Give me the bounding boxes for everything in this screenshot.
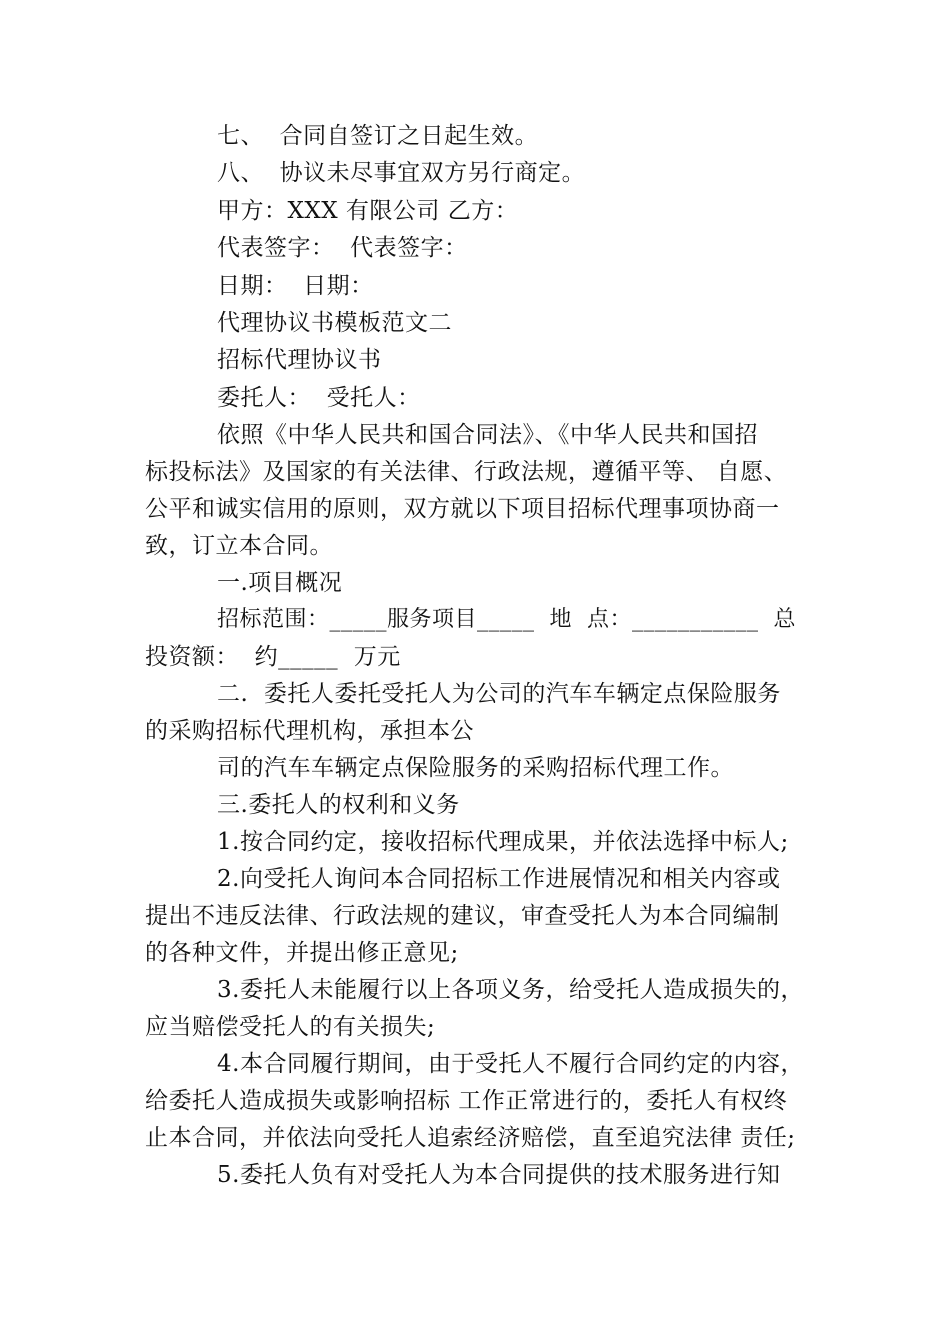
agreement-title: 招标代理协议书 [217,347,382,373]
investment-line: 投资额： 约_____ 万元 [145,644,401,670]
item-1: 1.按合同约定，接收招标代理成果，并依法选择中标人; [217,829,789,855]
preamble-line-1: 依照《中华人民共和国合同法》、《中华人民共和国招 [217,422,758,448]
item-5-line-1: 5.委托人负有对受托人为本合同提供的技术服务进行知 [217,1162,781,1188]
item-3-line-2: 应当赔偿受托人的有关损失; [145,1014,436,1040]
item-2-line-1: 2.向受托人询问本合同招标工作进展情况和相关内容或 [217,866,781,892]
heading-rights-obligations: 三.委托人的权利和义务 [217,792,460,818]
clause-2-line-1: 二. 委托人委托受托人为公司的汽车车辆定点保险服务 [217,681,781,707]
item-3-line-1: 3.委托人未能履行以上各项义务，给受托人造成损失的， [217,977,804,1003]
preamble-line-3: 公平和诚实信用的原则，双方就以下项目招标代理事项协商一 [145,496,780,522]
item-2-line-2: 提出不违反法律、行政法规的建议，审查受托人为本合同编制 [145,903,780,929]
project-scope-line: 招标范围：_____服务项目_____ 地 点：___________ 总 [217,607,796,632]
item-4-line-1: 4.本合同履行期间，由于受托人不履行合同约定的内容， [217,1051,804,1077]
item-2-line-3: 的各种文件，并提出修正意见; [145,940,459,966]
clause-8: 八、 协议未尽事宜双方另行商定。 [217,160,586,186]
date-line: 日期： 日期： [217,273,374,299]
preamble-line-2: 标投标法》及国家的有关法律、行政法规，遵循平等、 自愿、 [145,459,788,485]
item-4-line-2: 给委托人造成损失或影响招标 工作正常进行的，委托人有权终 [145,1088,788,1114]
clause-2-line-2: 的采购招标代理机构，承担本公 [145,718,474,744]
heading-project-overview: 一.项目概况 [217,570,343,596]
preamble-line-4: 致，订立本合同。 [145,533,333,559]
clause-7: 七、 合同自签订之日起生效。 [217,123,539,149]
party-line: 甲方：XXX 有限公司 乙方： [217,198,519,224]
principal-agent-line: 委托人： 受托人： [217,385,421,411]
signature-line: 代表签字： 代表签字： [217,235,468,261]
section-title: 代理协议书模板范文二 [217,310,452,336]
clause-2-line-3: 司的汽车车辆定点保险服务的采购招标代理工作。 [217,755,734,781]
item-4-line-3: 止本合同，并依法向受托人追索经济赔偿，直至追究法律 责任; [145,1125,796,1151]
